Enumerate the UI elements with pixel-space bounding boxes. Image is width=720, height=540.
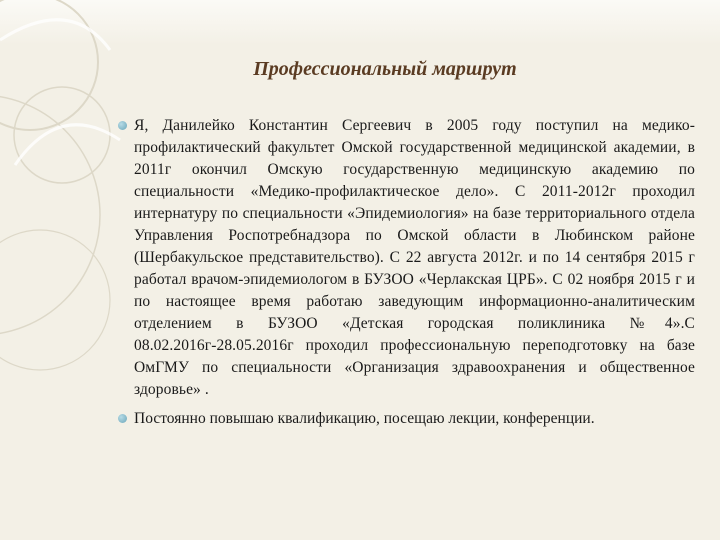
bullet-text-qualification: Постоянно повышаю квалификацию, посещаю лекции, конференции. (134, 410, 595, 427)
slide-title: Профессиональный маршрут (253, 58, 517, 80)
list-item (118, 115, 695, 401)
circle-bullet-icon (118, 414, 127, 423)
list-item (118, 408, 695, 430)
decor-circle (0, 95, 100, 335)
top-gradient-band (0, 0, 720, 45)
bullet-text-biography: Я, Данилейко Константин Сергеевич в 2005 году поступил на медико-профилактический факультет Омской государственной медицинской академии, в 2011г окончил Омскую государственную медицинскую академию по специальности «Медико-профилактическое дело». С 2011-2012г проходил интернатуру по специальности «Эпидемиология» на базе территориального отдела Управления Роспотребнадзора по Омской области в Любинском районе (Шербакульское представительство). С 22 августа 2012г. и по 14 сентября 2015 г работал врачом-эпидемиологом в БУЗОО «Черлакская ЦРБ». С 02 ноября 2015 г и по настоящее время работаю заведующим информационно-аналитическим отделением в БУЗОО «Детская городская поликлиника №4».С 08.02.2016г-28.05.2016г проходил профессиональную переподготовку на базе ОмГМУ по специальности «Организация здравоохранения и общественное здоровье» . (134, 117, 695, 398)
circle-bullet-icon (118, 121, 127, 130)
decor-circle (0, 230, 110, 370)
bullet-list (118, 115, 695, 437)
decor-arc (15, 125, 120, 165)
decor-circle (14, 87, 110, 183)
